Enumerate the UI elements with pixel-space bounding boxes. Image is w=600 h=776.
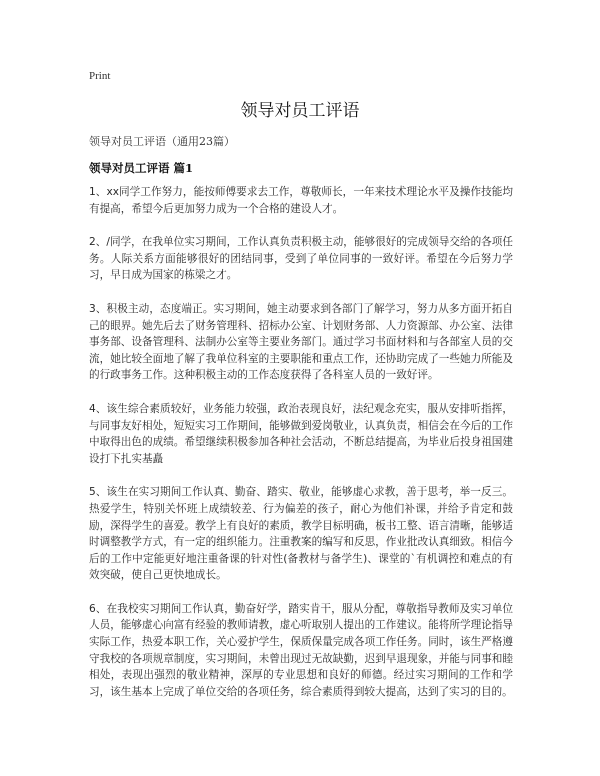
print-label: Print — [89, 70, 111, 82]
page-title: 领导对员工评语 — [240, 101, 360, 121]
paragraph-4: 4、该生综合素质较好，业务能力较强，政治表现良好，法纪观念充实，服从安排听指挥，与同事友好相处，短短实习工作期间，能够做到爱岗敬业，认真负责，相信会在今后的工作中取得出色的成绩。希望继续积极参加各种社会活动，不断总结提高，为毕业后投身祖国建设打下扎实基矗 — [89, 402, 513, 465]
paragraph-6: 6、在我校实习期间工作认真，勤奋好学，踏实肯干，服从分配，尊敬指导教师及实习单位人员，能够虚心向富有经验的教师请教，虚心听取别人提出的工作建议。能将所学理论指导实际工作，热爱本职工作，关心爱护学生，保质保量完成各项工作任务。同时，该生严格遵守我校的各项规章制度，实习期间，未曾出现过无故缺勤，迟到早退现象，并能与同事和睦相处，表现出强烈的敬业精神，深厚的专业思想和良好的师德。经过实习期间的工作和学习，该生基本上完成了单位交给的各项任务，综合素质得到较大提高，达到了实习的目的。 — [89, 602, 513, 698]
paragraph-3: 3、积极主动，态度端正。实习期间，她主动要求到各部门了解学习，努力从多方面开拓自己的眼界。她先后去了财务管理科、招标办公室、计划财务部、人力资源部、办公室、法律事务部、设备管理科、法制办公室等主要业务部门。通过学习书面材料和与各部室人员的交流，她比较全面地了解了我单位科室的主要职能和重点工作，还协助完成了一些她力所能及的行政事务工作。这种积极主动的工作态度获得了各科室人员的一致好评。 — [89, 302, 513, 382]
paragraph-list — [89, 184, 513, 717]
paragraph-5: 5、该生在实习期间工作认真、勤奋、踏实、敬业，能够虚心求教，善于思考，举一反三。热爱学生，特别关怀班上成绩较差、行为偏差的孩子，耐心为他们补课，并给予肯定和鼓励，深得学生的喜爱。教学上有良好的素质，教学目标明确，板书工整、语言清晰，能够适时调整教学方式，有一定的组织能力。注重教案的编写和反思，作业批改认真细致。相信今后的工作中定能更好地注重备课的针对性(备教材与备学生)、课堂的`有机调控和难点的有效突破，使自己更快地成长。 — [89, 486, 513, 582]
document-subtitle: 领导对员工评语（通用23篇） — [89, 135, 235, 148]
paragraph-2: 2、/同学，在我单位实习期间，工作认真负责积极主动，能够很好的完成领导交给的各项任务。人际关系方面能够很好的团结同事，受到了单位同事的一致好评。希望在今后努力学习，早日成为国家的栋梁之才。 — [89, 236, 513, 282]
paragraph-1: 1、xx同学工作努力，能按师傅要求去工作，尊敬师长，一年来技术理论水平及操作技能均有提高，希望今后更加努力成为一个合格的建设人才。 — [89, 186, 513, 215]
section-heading: 领导对员工评语 篇1 — [89, 161, 194, 175]
